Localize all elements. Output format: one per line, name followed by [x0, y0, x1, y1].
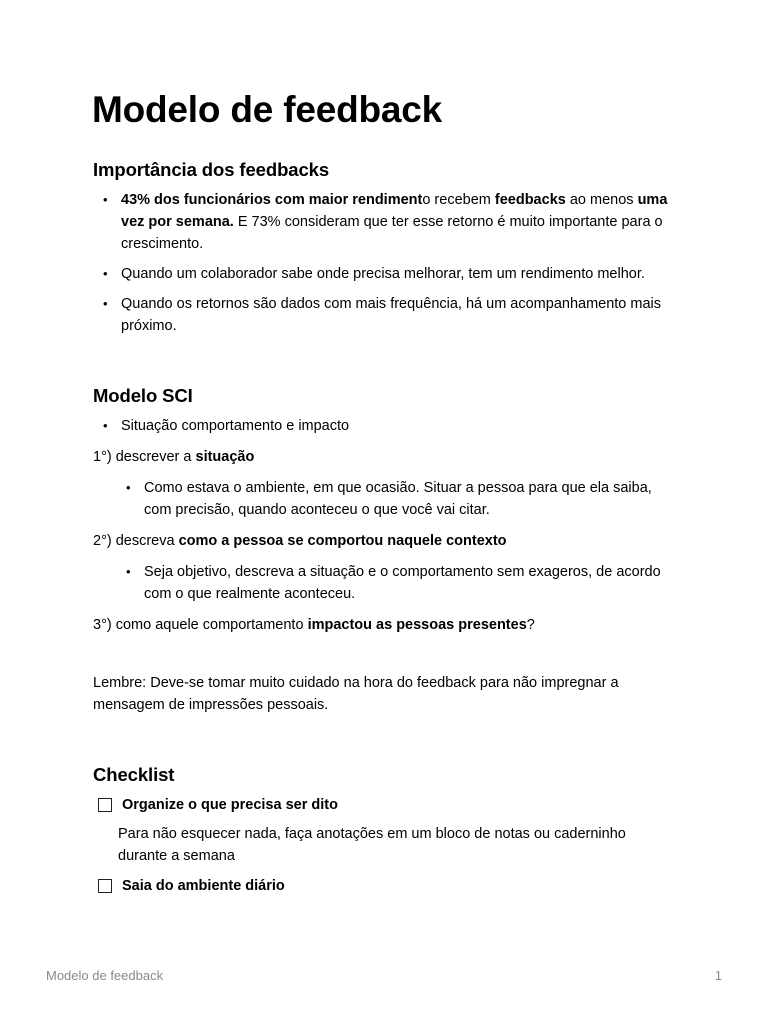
list-item: • Quando os retornos são dados com mais frequência, há um acompanhamento mais próximo.	[121, 293, 678, 337]
checklist-item	[93, 875, 678, 897]
step-2: 2°) descreva como a pessoa se comportou naquele contexto	[93, 533, 507, 549]
checklist-item-label: Saia do ambiente diário	[122, 878, 285, 894]
checkbox[interactable]	[98, 798, 112, 812]
list-item: • Situação comportamento e impacto	[121, 415, 678, 437]
step-2-list	[93, 561, 678, 605]
checklist-item-description: Para não esquecer nada, faça anotações em um bloco de notas ou caderninho durante a semana	[118, 826, 626, 864]
section-heading-modelo-sci: Modelo SCI	[93, 385, 193, 406]
list-item: • Como estava o ambiente, em que ocasião. Situar a pessoa para que ela saiba, com precisão, quando aconteceu o que você vai citar.	[144, 477, 678, 521]
page-number: 1	[714, 968, 722, 983]
document-body	[93, 88, 678, 897]
step-1: 1°) descrever a situação	[93, 449, 255, 465]
page-footer	[46, 968, 722, 983]
reminder-text: Lembre: Deve-se tomar muito cuidado na hora do feedback para não impregnar a mensagem de impressões pessoais.	[93, 675, 619, 713]
checklist-item-label: Organize o que precisa ser dito	[122, 797, 338, 813]
checklist-item	[93, 794, 678, 816]
footer-title: Modelo de feedback	[46, 968, 164, 983]
sci-list	[93, 415, 678, 437]
page-title: Modelo de feedback	[92, 89, 443, 130]
step-3: 3°) como aquele comportamento impactou as pessoas presentes?	[93, 617, 535, 633]
list-item: • 43% dos funcionários com maior rendimento recebem feedbacks ao menos uma vez por semana. E 73% consideram que ter esse retorno é muito importante para o crescimento.	[121, 189, 678, 255]
list-item: • Quando um colaborador sabe onde precisa melhorar, tem um rendimento melhor.	[121, 263, 678, 285]
checkbox[interactable]	[98, 879, 112, 893]
section-heading-checklist: Checklist	[93, 764, 175, 785]
section-heading-importancia: Importância dos feedbacks	[93, 159, 330, 180]
importancia-list	[93, 189, 678, 337]
step-1-list	[93, 477, 678, 521]
list-item: • Seja objetivo, descreva a situação e o comportamento sem exageros, de acordo com o que realmente aconteceu.	[144, 561, 678, 605]
